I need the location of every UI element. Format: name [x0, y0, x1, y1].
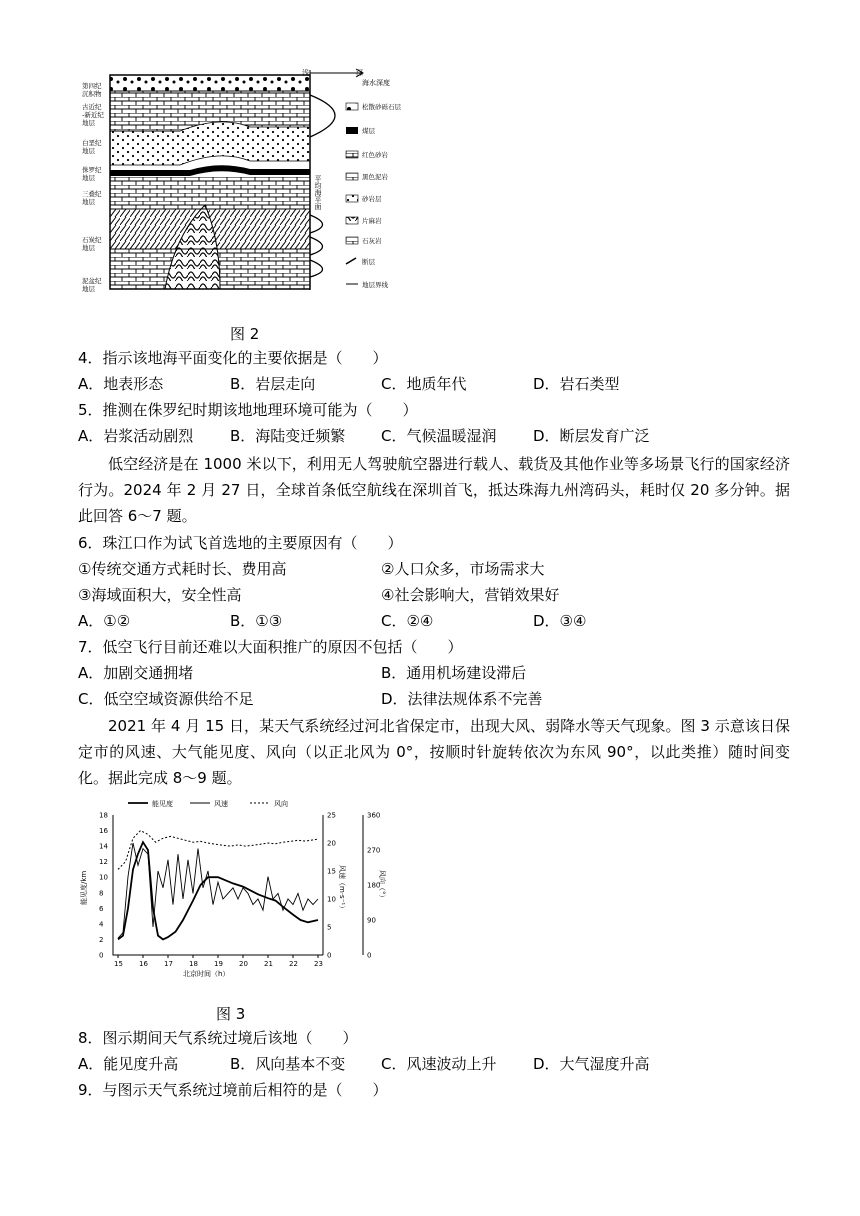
fig3-xlabel: 北京时间（h）: [183, 970, 230, 978]
q4-option-a[interactable]: A．地表形态: [78, 375, 164, 393]
legend-red-sandstone: 红色砂岩: [362, 151, 388, 159]
strata-label-paleogene-2: -新近纪: [82, 111, 104, 119]
passage-baoding-weather: 2021 年 4 月 15 日，某天气系统经过河北省保定市，出现大风、弱降水等天气现象。图 3 示意该日保定市的风速、大气能见度、风向（以正北风为 0°，按顺时针旋转依次为东风 90°，以此类推）随时间变化。据此完成 8～9 题。: [78, 717, 790, 787]
mid-tick-label: 15: [327, 867, 336, 876]
strata-label-devonian: 泥盆纪: [82, 277, 102, 285]
strata-label-carboniferous-2: 地层: [82, 244, 95, 252]
q4-stem: 4．指示该地海平面变化的主要依据是（ ）: [78, 349, 388, 367]
right-tick-label: 360: [367, 811, 381, 820]
x-tick-label: 15: [114, 960, 123, 968]
right-tick-label: 90: [367, 916, 376, 925]
x-tick-label: 23: [314, 960, 323, 968]
strata-label-cretaceous: 白垩纪: [82, 139, 102, 147]
depth-deep: 深: [356, 69, 363, 77]
q7-option-c[interactable]: C．低空空域资源供给不足: [78, 690, 254, 708]
q7-option-a[interactable]: A．加剧交通拥堵: [78, 664, 194, 682]
left-tick-label: 12: [99, 858, 108, 867]
avg-sea-level-label: 平均海平面: [314, 175, 322, 210]
left-tick-label: 14: [99, 842, 108, 851]
mid-tick-label: 20: [327, 839, 336, 848]
legend-gneiss: 片麻岩: [362, 217, 382, 225]
left-tick-label: 2: [99, 935, 104, 944]
q8-stem: 8．图示期间天气系统过境后该地（ ）: [78, 1029, 358, 1047]
left-tick-label: 18: [99, 811, 108, 820]
strata-label-cretaceous-2: 地层: [82, 147, 95, 155]
strata-label-jurassic: 侏罗纪: [82, 166, 102, 174]
x-tick-label: 21: [264, 960, 273, 968]
figure3-caption: 图 3: [216, 1005, 246, 1023]
q4-option-b[interactable]: B．岩层走向: [230, 375, 316, 393]
q6-stem: 6．珠江口作为试飞首选地的主要原因有（ ）: [78, 534, 403, 552]
fig3-legend-windspeed: 风速: [214, 800, 228, 808]
q5-option-b[interactable]: B．海陆变迁频繁: [230, 427, 346, 445]
strata-label-triassic-2: 地层: [82, 198, 95, 206]
left-tick-label: 10: [99, 873, 108, 882]
legend-black-mudstone: 黑色泥岩: [362, 173, 388, 181]
left-tick-label: 8: [99, 889, 104, 898]
x-tick-label: 18: [189, 960, 198, 968]
q6-item-2: ②人口众多，市场需求大: [381, 560, 545, 578]
x-tick-label: 17: [164, 960, 173, 968]
fig3-ylabel-mid: 风速（m·s⁻¹）: [338, 865, 346, 913]
mid-tick-label: 25: [327, 811, 336, 820]
depth-shallow: 浅: [302, 69, 309, 77]
q8-option-b[interactable]: B．风向基本不变: [230, 1055, 346, 1073]
strata-label-paleogene-3: 地层: [82, 119, 95, 127]
fig3-legend-winddir: 风向: [274, 800, 288, 808]
q8-option-a[interactable]: A．能见度升高: [78, 1055, 179, 1073]
left-tick-label: 6: [99, 904, 104, 913]
strata-label-quaternary: 第四纪: [82, 82, 102, 90]
strata-label-triassic: 三叠纪: [82, 190, 102, 198]
figure2-strata-diagram: [80, 65, 420, 300]
q5-stem: 5．推测在侏罗纪时期该地地理环境可能为（ ）: [78, 401, 418, 419]
q8-option-c[interactable]: C．风速波动上升: [381, 1055, 497, 1073]
left-tick-label: 4: [99, 920, 104, 929]
q5-option-d[interactable]: D．断层发育广泛: [533, 427, 650, 445]
legend-boundary: 地层界线: [362, 281, 388, 289]
q4-option-c[interactable]: C．地质年代: [381, 375, 467, 393]
mid-tick-label: 0: [327, 951, 332, 960]
q5-option-a[interactable]: A．岩浆活动剧烈: [78, 427, 194, 445]
right-tick-label: 270: [367, 846, 381, 855]
figure2-caption: 图 2: [230, 325, 260, 343]
left-tick-label: 0: [99, 951, 104, 960]
left-tick-label: 16: [99, 827, 108, 836]
windspeed-line: [118, 843, 318, 938]
mid-tick-label: 10: [327, 895, 336, 904]
legend-gravel: 松散砂砾石层: [362, 103, 401, 111]
q7-option-b[interactable]: B．通用机场建设滞后: [381, 664, 527, 682]
depth-water-label: 海水深度: [362, 79, 390, 87]
x-tick-label: 19: [214, 960, 223, 968]
strata-label-quaternary-2: 沉积物: [82, 90, 102, 98]
q6-item-1: ①传统交通方式耗时长、费用高: [78, 560, 287, 578]
strata-column: [110, 75, 310, 289]
q6-item-3: ③海域面积大，安全性高: [78, 586, 242, 604]
x-tick-label: 20: [239, 960, 248, 968]
q4-option-d[interactable]: D．岩石类型: [533, 375, 620, 393]
strata-label-jurassic-2: 地层: [82, 174, 95, 182]
strata-label-carboniferous: 石炭纪: [82, 236, 102, 244]
right-tick-label: 0: [367, 951, 372, 960]
fig3-ylabel-left: 能见度/km: [80, 870, 88, 905]
q6-option-c[interactable]: C．②④: [381, 612, 434, 630]
q6-option-b[interactable]: B．①③: [230, 612, 283, 630]
strata-label-paleogene: 古近纪: [82, 103, 102, 111]
right-tick-label: 180: [367, 881, 381, 890]
q6-option-a[interactable]: A．①②: [78, 612, 131, 630]
legend-limestone: 石灰岩: [362, 237, 382, 245]
fig3-legend-visibility: 能见度: [152, 800, 173, 808]
x-tick-label: 16: [139, 960, 148, 968]
fig3-ylabel-right: 风向（°）: [378, 870, 386, 902]
q6-item-4: ④社会影响大，营销效果好: [381, 586, 560, 604]
strata-label-devonian-2: 地层: [82, 285, 95, 293]
q5-option-c[interactable]: C．气候温暖湿润: [381, 427, 497, 445]
q9-stem: 9．与图示天气系统过境前后相符的是（ ）: [78, 1081, 388, 1099]
q8-option-d[interactable]: D．大气湿度升高: [533, 1055, 650, 1073]
x-tick-label: 22: [289, 960, 298, 968]
q7-option-d[interactable]: D．法律法规体系不完善: [381, 690, 543, 708]
figure3-chart: [78, 795, 408, 985]
legend-coal: 煤层: [362, 127, 375, 135]
q7-stem: 7．低空飞行目前还难以大面积推广的原因不包括（ ）: [78, 638, 463, 656]
mid-tick-label: 5: [327, 923, 332, 932]
legend-sandstone: 砂岩层: [362, 195, 382, 203]
passage-low-altitude-economy: 低空经济是在 1000 米以下，利用无人驾驶航空器进行载人、载货及其他作业等多场景飞行的国家经济行为。2024 年 2 月 27 日，全球首条低空航线在深圳首飞，抵达珠海九州湾码头，耗时仅 20 多分钟。据此回答 6～7 题。: [78, 455, 790, 525]
q6-option-d[interactable]: D．③④: [533, 612, 587, 630]
legend-fault: 断层: [362, 258, 375, 266]
